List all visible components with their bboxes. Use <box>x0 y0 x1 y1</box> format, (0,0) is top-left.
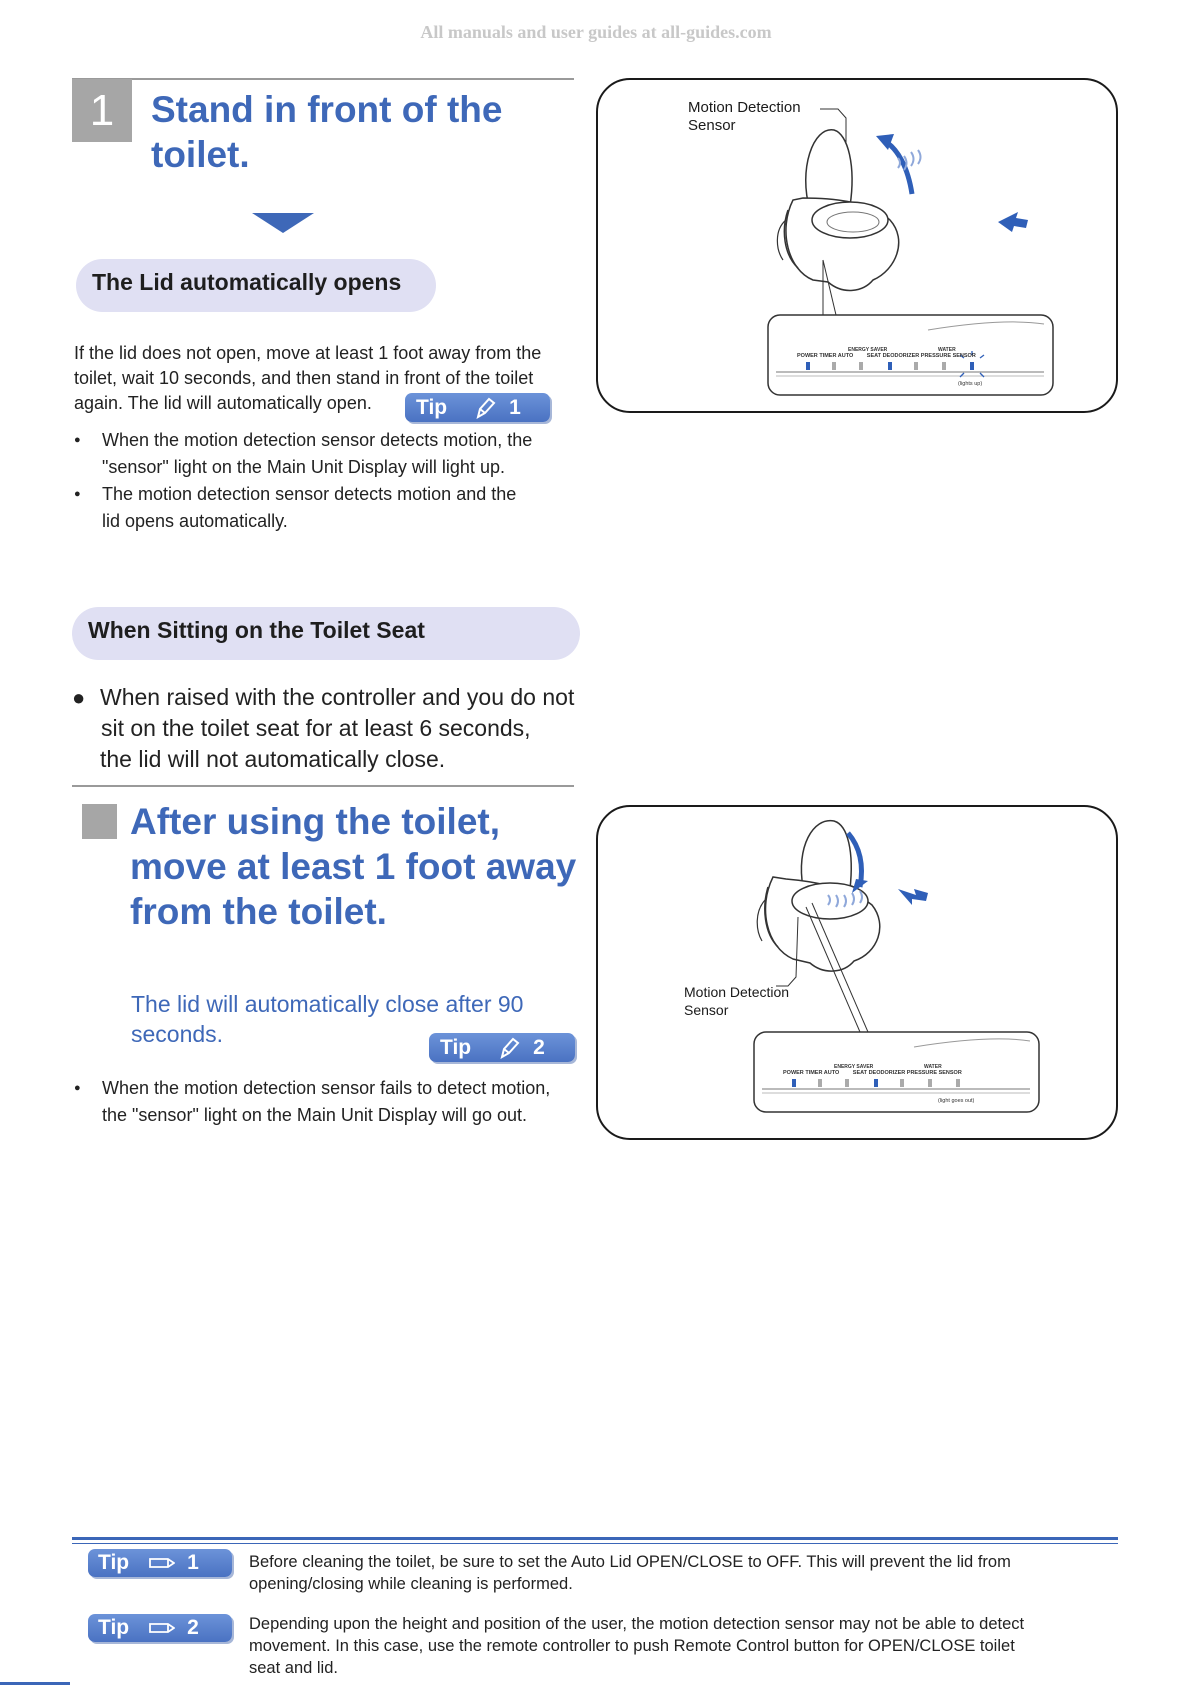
tip-2-badge[interactable] <box>429 1033 575 1062</box>
tip-number: 1 <box>187 1551 199 1574</box>
sitting-note <box>72 682 612 775</box>
tip-number: 2 <box>187 1616 199 1639</box>
step1-note-line1: If the lid does not open, move at least 1 foot away from the <box>74 343 542 363</box>
step1-note-line3: again. The lid will automatically open. <box>74 393 372 413</box>
lid-opens-label: The Lid automatically opens <box>76 259 436 312</box>
footer-tip-2-badge <box>88 1614 232 1642</box>
step1-note-line2: toilet, wait 10 seconds, and then stand in front of the toilet <box>74 368 534 388</box>
pencil-icon <box>473 397 497 419</box>
lid-close-diagram <box>596 805 1118 1140</box>
sensor-label: Motion Detection Sensor <box>684 984 790 1018</box>
pencil-icon <box>149 1620 175 1636</box>
lid-open-diagram <box>596 78 1118 413</box>
panel-energy-saver: ENERGY SAVER <box>848 347 888 353</box>
sitting-line3: the lid will not automatically close. <box>100 746 446 772</box>
step2-title <box>130 799 576 934</box>
step1-title <box>151 87 502 177</box>
bullet-item: ● When the motion detection sensor fails to detect motion, the "sensor" light on the Main Unit Display will go out. <box>74 1075 604 1129</box>
footer-tip-2-text: Depending upon the height and position of the user, the motion detection sensor may not be able to detect movement. In this case, use the remote controller to push Remote Control button for OPEN/CLOSE toilet seat and lid. <box>249 1615 1025 1677</box>
bullet-dot-icon: ● <box>72 685 86 710</box>
bullet-item: ● The motion detection sensor detects motion and the lid opens automatically. <box>74 481 594 535</box>
step2-title-line3: from the toilet. <box>130 891 387 932</box>
step1-divider <box>72 78 574 80</box>
tip-1-badge[interactable] <box>405 393 550 422</box>
step2-bullets <box>74 1075 604 1129</box>
tip-label: Tip <box>416 395 448 419</box>
down-arrow-icon <box>252 213 314 233</box>
toilet-illustration-open <box>598 80 1116 411</box>
step1-bullets <box>74 427 594 535</box>
pencil-icon <box>497 1037 521 1059</box>
panel-energy-saver: ENERGY SAVER <box>834 1064 874 1070</box>
footer-divider-thin <box>72 1543 1118 1544</box>
step2-result-line1: The lid will automatically close after 90 <box>131 991 524 1017</box>
panel-status-note: (lights up) <box>958 381 983 387</box>
panel-button-labels: POWER TIMER AUTO SEAT DEODORIZER PRESSURE SENSOR <box>797 353 976 359</box>
pencil-icon <box>149 1555 175 1571</box>
tip-number: 1 <box>509 395 521 419</box>
footer-divider <box>72 1537 1118 1540</box>
panel-status-note: (light goes out) <box>938 1098 975 1104</box>
tip-label: Tip <box>98 1616 130 1639</box>
bullet-item: ● When the motion detection sensor detects motion, the "sensor" light on the Main Unit Display will light up. <box>74 427 594 481</box>
footer-tip-1-badge <box>88 1549 232 1577</box>
sitting-line1: When raised with the controller and you do not <box>100 684 575 710</box>
watermark: All manuals and user guides at all-guides.com <box>420 22 772 42</box>
step2-number-box <box>82 804 117 839</box>
panel-water: WATER <box>938 347 956 353</box>
step2-title-line2: move at least 1 foot away <box>130 846 577 887</box>
step2-title-line1: After using the toilet, <box>130 801 500 842</box>
tip-label: Tip <box>440 1035 472 1059</box>
panel-button-labels: POWER TIMER AUTO SEAT DEODORIZER PRESSURE SENSOR <box>783 1070 962 1076</box>
toilet-illustration-close <box>598 807 1116 1138</box>
tip-number: 2 <box>533 1035 545 1059</box>
step1-title-line2: toilet. <box>151 134 250 175</box>
sensor-label: Motion Detection Sensor <box>688 99 801 134</box>
step1-title-line1: Stand in front of the <box>151 89 503 130</box>
tip-label: Tip <box>98 1551 130 1574</box>
panel-water: WATER <box>924 1064 942 1070</box>
sitting-label: When Sitting on the Toilet Seat <box>72 607 580 660</box>
step1-number: 1 <box>72 79 132 142</box>
step2-divider <box>72 785 574 787</box>
sitting-line2: sit on the toilet seat for at least 6 seconds, <box>101 715 531 741</box>
footer-tip-1-text: Before cleaning the toilet, be sure to set the Auto Lid OPEN/CLOSE to OFF. This will prevent the lid from opening/closing while cleaning is performed. <box>249 1553 1011 1593</box>
step2-result-line2: seconds. <box>131 1021 224 1047</box>
